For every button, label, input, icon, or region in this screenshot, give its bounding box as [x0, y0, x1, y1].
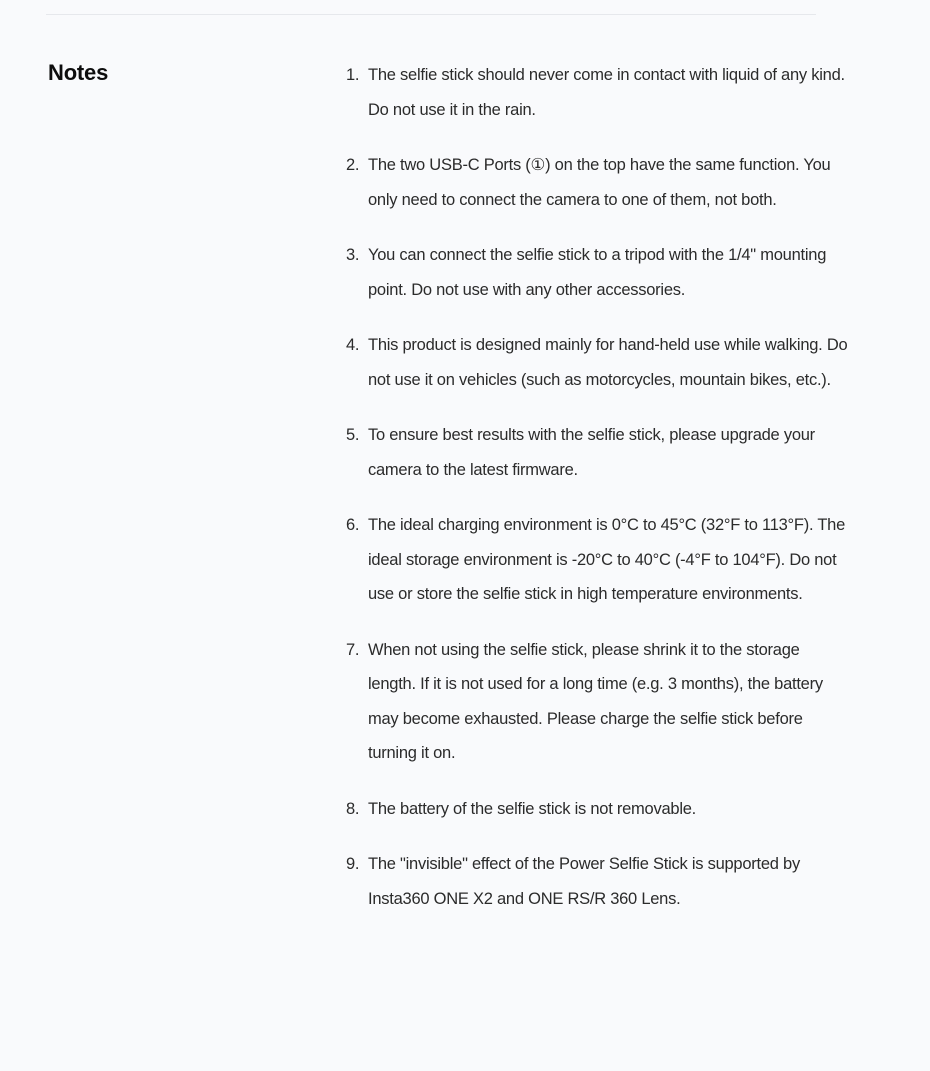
- note-text: The ideal charging environment is 0°C to 45°C (32°F to 113°F). The ideal storage environment is -20°C to 40°C (-4°F to 104°F). Do not use or store the selfie stick in high temperature environments.: [368, 516, 846, 603]
- note-number: 3.: [346, 246, 360, 264]
- note-text: The battery of the selfie stick is not removable.: [368, 799, 696, 818]
- note-number: 7.: [346, 640, 360, 659]
- note-item-3: [346, 238, 850, 307]
- note-text: This product is designed mainly for hand-held use while walking. Do not use it on vehicles (such as motorcycles, mountain bikes, etc.).: [368, 336, 848, 389]
- note-number: 1.: [346, 66, 360, 84]
- note-number: 9.: [346, 855, 360, 873]
- note-number: 8.: [346, 799, 360, 818]
- note-text: You can connect the selfie stick to a tripod with the 1/4" mounting point. Do not use with any other accessories.: [368, 246, 827, 299]
- note-item-6: [346, 508, 850, 612]
- note-item-8: [346, 792, 850, 827]
- note-item-1: [346, 58, 850, 127]
- note-item-5: [346, 418, 850, 487]
- note-number: 2.: [346, 156, 360, 174]
- note-text: The selfie stick should never come in contact with liquid of any kind. Do not use it in the rain.: [368, 66, 845, 119]
- note-item-9: [346, 847, 850, 916]
- section-title: Notes: [48, 60, 109, 85]
- note-text: To ensure best results with the selfie stick, please upgrade your camera to the latest firmware.: [368, 426, 815, 479]
- note-number: 4.: [346, 336, 360, 354]
- note-item-7: [346, 633, 850, 771]
- note-number: 6.: [346, 516, 360, 534]
- notes-list: [346, 58, 850, 937]
- note-item-2: [346, 148, 850, 217]
- note-text: The "invisible" effect of the Power Selfie Stick is supported by Insta360 ONE X2 and ONE RS/R 360 Lens.: [368, 855, 800, 908]
- note-text: The two USB-C Ports (①) on the top have the same function. You only need to connect the camera to one of them, not both.: [368, 156, 831, 209]
- note-text: When not using the selfie stick, please shrink it to the storage length. If it is not used for a long time (e.g. 3 months), the battery may become exhausted. Please charge the selfie stick before turning it on.: [368, 640, 823, 762]
- note-item-4: [346, 328, 850, 397]
- note-number: 5.: [346, 426, 360, 444]
- top-divider: [46, 14, 816, 15]
